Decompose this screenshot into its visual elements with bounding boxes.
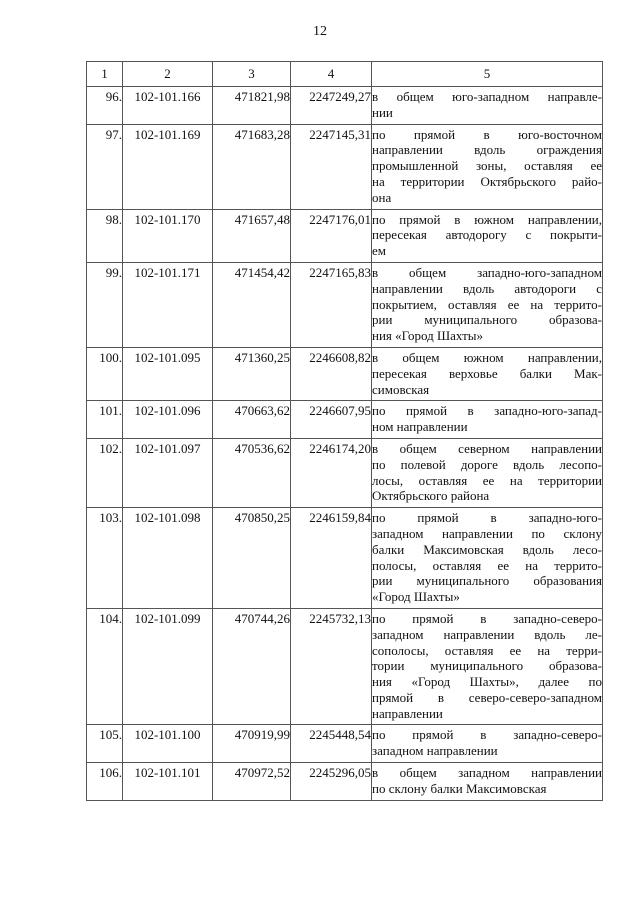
table-row — [87, 124, 603, 209]
header-col-5: 5 — [372, 62, 603, 87]
point-code: 102-101.169 — [123, 124, 213, 209]
point-code: 102-101.099 — [123, 608, 213, 725]
description-line: направлении вдоль автодороги с — [372, 280, 602, 296]
table-row — [87, 763, 603, 801]
boundary-description — [372, 87, 603, 125]
point-code: 102-101.096 — [123, 401, 213, 439]
table-row — [87, 725, 603, 763]
description-line: западном направлении — [372, 743, 498, 759]
coordinate-x: 470663,62 — [213, 401, 291, 439]
description-line: сополосы, оставляя ее на терри- — [372, 642, 602, 658]
header-col-4: 4 — [291, 62, 372, 87]
boundary-table — [86, 61, 603, 801]
point-number: 100. — [87, 347, 123, 400]
coordinate-y: 2245732,13 — [291, 608, 372, 725]
point-code: 102-101.095 — [123, 347, 213, 400]
description-line: западном направлении вдоль ле- — [372, 626, 602, 642]
description-line: по полевой дороге вдоль лесопо- — [372, 456, 602, 472]
table-row — [87, 262, 603, 347]
description-line: западном направлении по склону — [372, 525, 602, 541]
coordinate-y: 2246607,95 — [291, 401, 372, 439]
description-line: ном направлении — [372, 419, 468, 435]
description-line: полосы, оставляя ее на террито- — [372, 557, 602, 573]
description-line: в общем западном направлении — [372, 765, 602, 781]
coordinate-y: 2246174,20 — [291, 438, 372, 507]
description-line: в общем западно-юго-западном — [372, 264, 602, 280]
description-line: ния «Город Шахты» — [372, 328, 483, 344]
description-line: промышленной зоны, оставляя ее — [372, 158, 602, 174]
point-number: 106. — [87, 763, 123, 801]
coordinate-x: 470919,99 — [213, 725, 291, 763]
coordinate-y: 2245448,54 — [291, 725, 372, 763]
description-line: пересекая автодорогу с покрыти- — [372, 227, 602, 243]
point-number: 98. — [87, 209, 123, 262]
description-line: на территории Октябрьского райо- — [372, 173, 602, 189]
description-line: по прямой в западно-северо- — [372, 610, 602, 626]
description-line: Октябрьского района — [372, 488, 490, 504]
coordinate-x: 470536,62 — [213, 438, 291, 507]
description-line: ния «Город Шахты», далее по — [372, 674, 602, 690]
coordinate-x: 470744,26 — [213, 608, 291, 725]
description-line: пересекая верховье балки Мак- — [372, 365, 602, 381]
point-code: 102-101.097 — [123, 438, 213, 507]
coordinate-x: 471454,42 — [213, 262, 291, 347]
description-line: рии муниципального образования — [372, 573, 602, 589]
table-row — [87, 438, 603, 507]
description-line: по склону балки Максимовская — [372, 780, 547, 796]
coordinate-x: 471821,98 — [213, 87, 291, 125]
description-line: по прямой в западно-северо- — [372, 727, 602, 743]
boundary-description — [372, 124, 603, 209]
table-row — [87, 209, 603, 262]
coordinate-x: 470850,25 — [213, 508, 291, 609]
point-code: 102-101.098 — [123, 508, 213, 609]
header-col-1: 1 — [87, 62, 123, 87]
table-row — [87, 347, 603, 400]
boundary-description — [372, 347, 603, 400]
header-col-2: 2 — [123, 62, 213, 87]
point-number: 103. — [87, 508, 123, 609]
point-number: 97. — [87, 124, 123, 209]
point-code: 102-101.100 — [123, 725, 213, 763]
description-line: направлении вдоль ограждения — [372, 142, 602, 158]
coordinate-y: 2247176,01 — [291, 209, 372, 262]
boundary-description — [372, 262, 603, 347]
description-line: «Город Шахты» — [372, 589, 460, 605]
description-line: ем — [372, 243, 386, 259]
table-row — [87, 87, 603, 125]
boundary-description — [372, 209, 603, 262]
description-line: покрытием, оставляя ее на террито- — [372, 296, 602, 312]
table-header-row — [87, 62, 603, 87]
description-line: лосы, оставляя ее на территории — [372, 472, 602, 488]
boundary-description — [372, 725, 603, 763]
point-number: 105. — [87, 725, 123, 763]
description-line: прямой в северо-северо-западном — [372, 689, 602, 705]
boundary-description — [372, 401, 603, 439]
boundary-description — [372, 608, 603, 725]
point-number: 99. — [87, 262, 123, 347]
description-line: она — [372, 189, 392, 205]
coordinate-x: 470972,52 — [213, 763, 291, 801]
description-line: симовская — [372, 381, 430, 397]
coordinate-x: 471683,28 — [213, 124, 291, 209]
point-number: 101. — [87, 401, 123, 439]
coordinate-x: 471360,25 — [213, 347, 291, 400]
page-number: 12 — [313, 24, 327, 39]
point-number: 104. — [87, 608, 123, 725]
description-line: рии муниципального образова- — [372, 312, 602, 328]
description-line: нии — [372, 104, 393, 120]
point-code: 102-101.170 — [123, 209, 213, 262]
table-row — [87, 401, 603, 439]
coordinate-y: 2246159,84 — [291, 508, 372, 609]
description-line: в общем южном направлении, — [372, 349, 602, 365]
table-row — [87, 608, 603, 725]
table-row — [87, 508, 603, 609]
header-col-3: 3 — [213, 62, 291, 87]
coordinate-y: 2247145,31 — [291, 124, 372, 209]
description-line: балки Максимовская вдоль лесо- — [372, 541, 602, 557]
boundary-description — [372, 763, 603, 801]
description-line: по прямой в южном направлении, — [372, 211, 602, 227]
point-code: 102-101.166 — [123, 87, 213, 125]
boundary-description — [372, 508, 603, 609]
description-line: в общем юго-западном направле- — [372, 89, 602, 104]
point-number: 96. — [87, 87, 123, 125]
coordinate-x: 471657,48 — [213, 209, 291, 262]
boundary-description — [372, 438, 603, 507]
description-line: по прямой в западно-юго- — [372, 510, 602, 526]
point-code: 102-101.101 — [123, 763, 213, 801]
description-line: тории муниципального образова- — [372, 658, 602, 674]
coordinate-y: 2246608,82 — [291, 347, 372, 400]
coordinate-y: 2245296,05 — [291, 763, 372, 801]
point-code: 102-101.171 — [123, 262, 213, 347]
description-line: по прямой в юго-восточном — [372, 126, 602, 142]
description-line: в общем северном направлении — [372, 440, 602, 456]
description-line: направлении — [372, 705, 443, 721]
table-body — [87, 87, 603, 801]
point-number: 102. — [87, 438, 123, 507]
coordinate-y: 2247165,83 — [291, 262, 372, 347]
description-line: по прямой в западно-юго-запад- — [372, 403, 602, 419]
coordinate-y: 2247249,27 — [291, 87, 372, 125]
